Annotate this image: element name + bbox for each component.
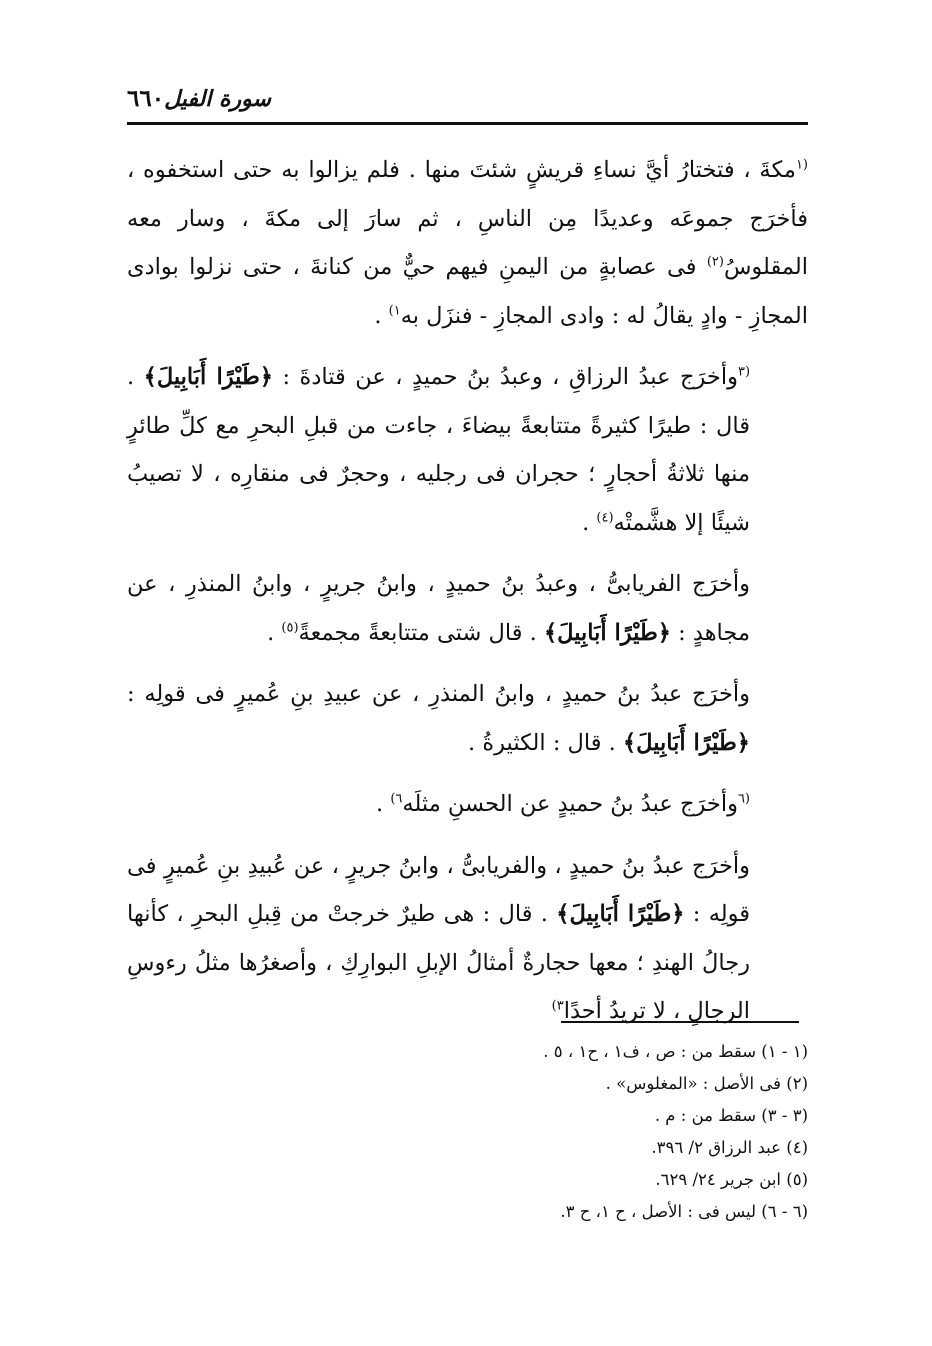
footnote-marker: (٥): [281, 620, 299, 635]
header-divider: [127, 122, 808, 125]
page-header: [127, 72, 808, 118]
main-text: [127, 146, 808, 1036]
footnote-marker: (٦: [737, 791, 750, 807]
footnote-marker: (٣: [737, 364, 751, 380]
quran-quote: ﴿طَيْرًا أَبَابِيلَ﴾: [556, 901, 685, 927]
footnote-5: (٥) ابن جرير ٢٤/ ٦٢٩.: [655, 1170, 808, 1189]
footnote-3: (٣ - ٣) سقط من : م .: [654, 1106, 808, 1125]
footnote-marker: ٣): [551, 998, 564, 1014]
footnote-marker: ٦): [390, 791, 403, 807]
paragraph-1: $^{(١}$مكةَ ، فتختارُ أيَّ نساءِ قريشٍ شئتَ منها . فلم يزالوا به حتى استخفوه ، فأخرَج جموعَه وعديدًا مِن الناسِ ، ثم سارَ إلى مكةَ ، وسار معه المقلوسُ$^{(٢)}$ فى عصابةٍ من اليمنِ فيهم حيٌّ من كنانةَ ، حتى نزلوا بوادى المجازِ - وادٍ يقالُ له : وادى المجازِ - فنزَل به$^{١)}$ .: [127, 157, 808, 329]
paragraph-6: وأخرَج عبدُ بنُ حميدٍ ، والفريابىُّ ، وابنُ جريرٍ ، عن عُبيدِ بنِ عُميرٍ فى قولِه : ﴿طَيْرًا أَبَابِيلَ﴾ . قال : هى طيرٌ خرجتْ من قِبلِ البحرِ ، كأنها رجالُ الهندِ ؛ معها حجارةٌ أمثالُ الإبلِ البوارِكِ ، وأصغرُها مثلُ رءوسِ الرجالِ ، لا تريدُ أحدًا$^{٣)}$: [127, 852, 750, 1024]
paragraph-4: وأخرَج عبدُ بنُ حميدٍ ، وابنُ المنذرِ ، عن عبيدِ بنِ عُميرٍ فى قولِه : ﴿طَيْرًا أَبَابِيلَ﴾ . قال : الكثيرةُ .: [127, 681, 750, 756]
quran-quote: ﴿طَيْرًا أَبَابِيلَ﴾: [143, 364, 273, 390]
footnote-1: (١ - ١) سقط من : ص ، ف١ ، ح١ ، ٥ .: [543, 1042, 808, 1061]
footnote-6: (٦ - ٦) ليس فى : الأصل ، ح ١، ح ٣.: [560, 1202, 808, 1221]
footnote-divider: [561, 1021, 799, 1023]
paragraph-5: $^{(٦}$وأخرَج عبدُ بنُ حميدٍ عن الحسنِ مثلَه$^{٦)}$ .: [376, 791, 750, 817]
footnote-2: (٢) فى الأصل : «المغلوس» .: [605, 1074, 808, 1093]
paragraph-3: وأخرَج الفريابىُّ ، وعبدُ بنُ حميدٍ ، وابنُ جريرٍ ، وابنُ المنذرِ ، عن مجاهدٍ : ﴿طَيْرًا أَبَابِيلَ﴾ . قال شتى متتابعةً مجمعةً$^{(٥)}$ .: [127, 571, 750, 646]
footnote-marker: (٢): [706, 254, 724, 270]
running-title: سورة الفيل: [164, 86, 271, 112]
quran-quote: ﴿طَيْرًا أَبَابِيلَ﴾: [543, 619, 671, 646]
footnote-marker: (٤): [596, 510, 614, 525]
footnote-marker: ١): [388, 303, 401, 318]
quran-quote: ﴿طَيْرًا أَبَابِيلَ﴾: [622, 729, 750, 756]
footnotes: [388, 1036, 808, 1228]
page-number: ٦٦٠: [127, 85, 165, 112]
footnote-4: (٤) عبد الرزاق ٢/ ٣٩٦.: [651, 1138, 808, 1157]
paragraph-2: $^{(٣}$وأخرَج عبدُ الرزاقِ ، وعبدُ بنُ حميدٍ ، عن قتادةَ : ﴿طَيْرًا أَبَابِيلَ﴾ . قال : طيرًا كثيرةً متتابعةً بيضاءَ ، جاءت من قبلِ البحرِ مع كلِّ طائرٍ منها ثلاثةُ أحجارٍ ؛ حجران فى رجليه ، وحجرٌ فى منقارِه ، لا تصيبُ شيئًا إلا هشَّمتْه$^{(٤)}$ .: [127, 364, 751, 536]
footnote-marker: (١: [795, 157, 808, 173]
